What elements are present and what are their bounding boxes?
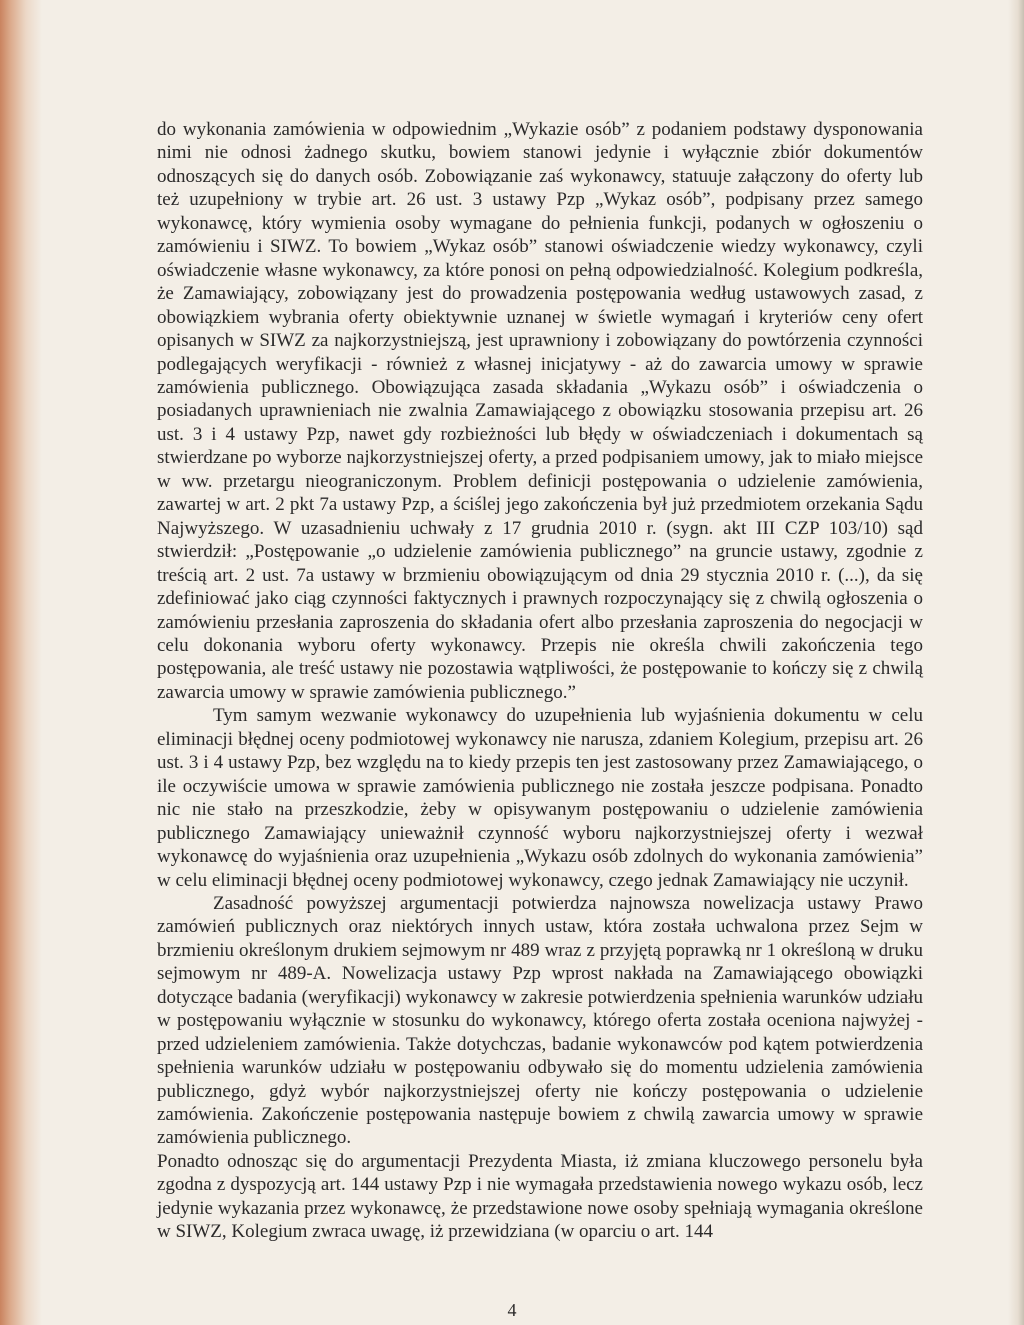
paragraph: Ponadto odnosząc się do argumentacji Prezydenta Miasta, iż zmiana kluczowego personelu była zgodna z dyspozycją art. 144 ustawy Pzp i nie wymagała przedstawienia nowego wykazu osób, lecz jedynie wykazania przez wykonawcę, że przedstawione nowe osoby spełniają wymagania określone w SIWZ, Kolegium zwraca uwagę, iż przewidziana (w oparciu o art. 144 (157, 1150, 923, 1243)
paragraph-continuation: do wykonania zamówienia w odpowiednim „Wykazie osób” z podaniem podstawy dysponowania nimi nie odnosi żadnego skutku, bowiem stanowi jedynie i wyłącznie zbiór dokumentów odnoszących się do danych osób. Zobowiązanie zaś wykonawcy, statuuje załączony do oferty lub też uzupełniony w trybie art. 26 ust. 3 ustawy Pzp „Wykaz osób”, podpisany przez samego wykonawcę, który wymienia osoby wymagane do pełnienia funkcji, podanych w ogłoszeniu o zamówieniu i SIWZ. To bowiem „Wykaz osób” stanowi oświadczenie wiedzy wykonawcy, czyli oświadczenie własne wykonawcy, za które ponosi on pełną odpowiedzialność. Kolegium podkreśla, że Zamawiający, zobowiązany jest do prowadzenia postępowania według ustawowych zasad, z obowiązkiem wybrania oferty obiektywnie uznanej w świetle wymagań i kryteriów ceny ofert opisanych w SIWZ za najkorzystniejszą, jest uprawniony i zobowiązany do powtórzenia czynności podlegających weryfikacji - również z własnej inicjatywy - aż do zawarcia umowy w sprawie zamówienia publicznego. Obowiązująca zasada składania „Wykazu osób” i oświadczenia o posiadanych uprawnieniach nie zwalnia Zamawiającego z obowiązku stosowania przepisu art. 26 ust. 3 i 4 ustawy Pzp, nawet gdy rozbieżności lub błędy w oświadczeniach i dokumentach są stwierdzane po wyborze najkorzystniejszej oferty, a przed podpisaniem umowy, jak to miało miejsce w ww. przetargu nieograniczonym. Problem definicji postępowania o udzielenie zamówienia, zawartej w art. 2 pkt 7a ustawy Pzp, a ściślej jego zakończenia był już przedmiotem orzekania Sądu Najwyższego. W uzasadnieniu uchwały z 17 grudnia 2010 r. (sygn. akt III CZP 103/10) sąd stwierdził: „Postępowanie „o udzielenie zamówienia publicznego” na gruncie ustawy, zgodnie z treścią art. 2 ust. 7a ustawy w brzmieniu obowiązującym od dnia 29 stycznia 2010 r. (...), da się zdefiniować jako ciąg czynności faktycznych i prawnych rozpoczynający się z chwilą ogłoszenia o zamówieniu przesłania zaproszenia do składania ofert albo przesłania zaproszenia do negocjacji w celu dokonania wyboru oferty wykonawcy. Przepis nie określa chwili zakończenia tego postępowania, ale treść ustawy nie pozostawia wątpliwości, że postępowanie to kończy się z chwilą zawarcia umowy w sprawie zamówienia publicznego.” (157, 119, 923, 703)
paragraph: Tym samym wezwanie wykonawcy do uzupełnienia lub wyjaśnienia dokumentu w celu eliminacji błędnej oceny podmiotowej wykonawcy nie narusza, zdaniem Kolegium, przepisu art. 26 ust. 3 i 4 ustawy Pzp, bez względu na to kiedy przepis ten jest zastosowany przez Zamawiającego, o ile oczywiście umowa w sprawie zamówienia publicznego nie została jeszcze podpisana. Ponadto nic nie stało na przeszkodzie, żeby w opisywanym postępowaniu o udzielenie zamówienia publicznego Zamawiający unieważnił czynność wyboru najkorzystniejszej oferty i wezwał wykonawcę do wyjaśnienia oraz uzupełnienia „Wykazu osób zdolnych do wykonania zamówienia” w celu eliminacji błędnej oceny podmiotowej wykonawcy, czego jednak Zamawiający nie uczynił. (157, 705, 923, 891)
scan-right-edge (1008, 0, 1024, 1325)
document-body (157, 118, 923, 1244)
paragraph: Zasadność powyższej argumentacji potwierdza najnowsza nowelizacja ustawy Prawo zamówień publicznych oraz niektórych innych ustaw, która została uchwalona przez Sejm w brzmieniu określonym drukiem sejmowym nr 489 wraz z przyjętą poprawką nr 1 określoną w druku sejmowym nr 489-A. Nowelizacja ustawy Pzp wprost nakłada na Zamawiającego obowiązki dotyczące badania (weryfikacji) wykonawcy w zakresie potwierdzenia spełnienia warunków udziału w postępowaniu wyłącznie w stosunku do wykonawcy, którego oferta została oceniona najwyżej - przed udzieleniem zamówienia. Także dotychczas, badanie wykonawców pod kątem potwierdzenia spełnienia warunków udziału w postępowaniu odbywało się do momentu udzielenia zamówienia publicznego, gdyż wybór najkorzystniejszej oferty nie kończy postępowania o udzielenie zamówienia. Zakończenie postępowania następuje bowiem z chwilą zawarcia umowy w sprawie zamówienia publicznego. (157, 892, 923, 1149)
scan-left-edge (0, 0, 42, 1325)
page-number: 4 (507, 1300, 517, 1320)
